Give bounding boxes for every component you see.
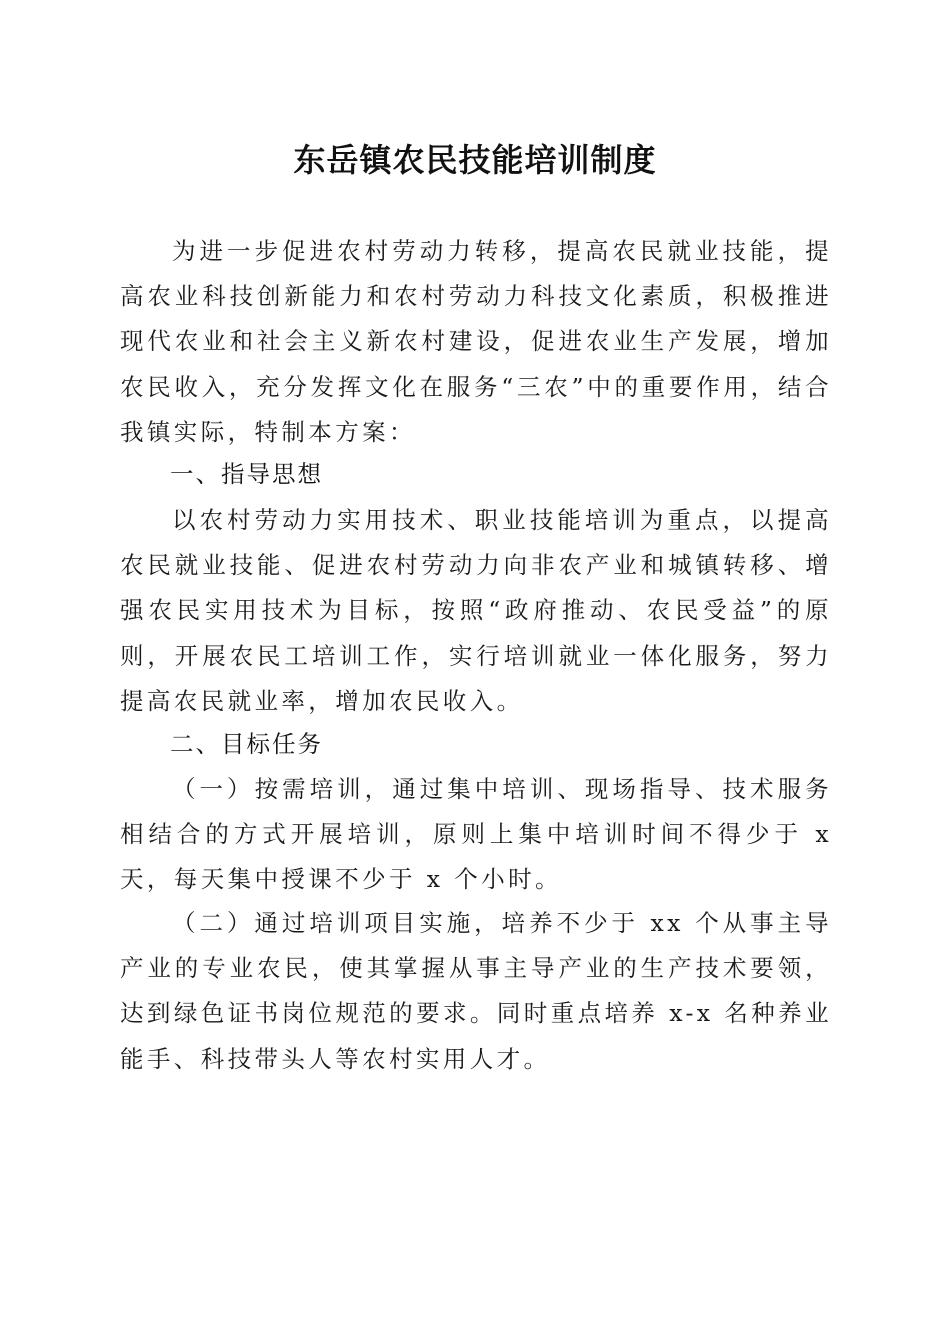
- section-heading-goals-tasks: 二、目标任务: [170, 730, 323, 758]
- document-title: 东岳镇农民技能培训制度: [293, 141, 657, 179]
- section-heading-guiding-ideology: 一、指导思想: [170, 460, 323, 488]
- guiding-ideology-paragraph: 以农村劳动力实用技术、职业技能培训为重点，以提高农民就业技能、促进农村劳动力向非农产业和城镇转移、增强农民实用技术为目标，按照“政府推动、农民受益”的原则，开展农民工培训工作，实行培训就业一体化服务，努力提高农民就业率，增加农民收入。: [120, 506, 832, 715]
- intro-paragraph: 为进一步促进农村劳动力转移，提高农民就业技能，提高农业科技创新能力和农村劳动力科技文化素质，积极推进现代农业和社会主义新农村建设，促进农业生产发展，增加农民收入，充分发挥文化在服务“三农”中的重要作用，结合我镇实际，特制本方案：: [120, 237, 832, 446]
- goals-item-2: （二）通过培训项目实施，培养不少于 xx 个从事主导产业的专业农民，使其掌握从事主导产业的生产技术要领，达到绿色证书岗位规范的要求。同时重点培养 x-x 名种养业能手、科技带头人等农村实用人才。: [120, 909, 832, 1073]
- goals-item-1: （一）按需培训，通过集中培训、现场指导、技术服务相结合的方式开展培训，原则上集中培训时间不得少于 x 天，每天集中授课不少于 x 个小时。: [120, 775, 832, 894]
